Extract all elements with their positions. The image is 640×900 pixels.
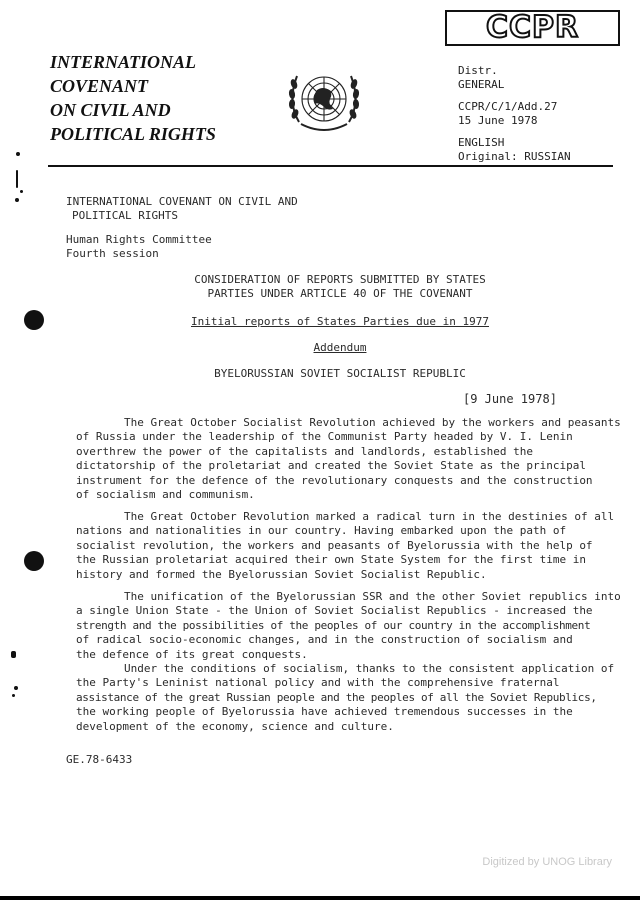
page-bottom-edge	[0, 896, 640, 900]
paragraph	[76, 510, 615, 582]
covenant-title	[50, 50, 260, 146]
margin-mark	[14, 686, 18, 690]
paragraph	[76, 590, 621, 662]
covenant-title-line: POLITICAL RIGHTS	[50, 124, 216, 144]
margin-mark	[15, 198, 19, 202]
paragraph-line: Under the conditions of socialism, thanks to the consistent application of	[124, 662, 615, 675]
addendum-text: Addendum	[313, 341, 367, 354]
initial-reports-heading	[140, 315, 540, 329]
paragraph-line: the Party's Leninist national policy and with the comprehensive fraternal	[76, 676, 560, 690]
covenant-title-line: ON CIVIL AND	[50, 100, 171, 120]
punch-hole	[24, 310, 44, 330]
ccpr-logo-text: CCPR	[485, 10, 580, 45]
paragraph-line: the working people of Byelorussia have achieved tremendous successes in the	[76, 705, 573, 719]
received-date: [9 June 1978]	[463, 392, 557, 406]
covenant-name-line: INTERNATIONAL COVENANT ON CIVIL AND	[66, 195, 298, 208]
paragraph-line: of Russia under the leadership of the Communist Party headed by V. I. Lenin	[76, 430, 573, 444]
committee-name: Human Rights Committee	[66, 233, 212, 246]
covenant-title-line: INTERNATIONAL	[50, 52, 197, 72]
paragraph	[76, 416, 621, 502]
paragraph-line: the Russian proletariat acquired their own State System for the first time in	[76, 553, 586, 567]
consideration-heading-line: CONSIDERATION OF REPORTS SUBMITTED BY STATES	[194, 273, 486, 286]
consideration-heading	[140, 273, 540, 301]
document-number: GE.78-6433	[66, 753, 133, 766]
distribution-label: Distr.	[458, 64, 498, 77]
digitization-credit: Digitized by UNOG Library	[482, 856, 612, 868]
paragraph-line: assistance of the great Russian people and the peoples of all the Soviet Republics,	[76, 690, 597, 704]
paragraph-line: The Great October Revolution marked a radical turn in the destinies of all	[124, 510, 615, 523]
document-language: ENGLISH	[458, 136, 505, 149]
paragraph-line: dictatorship of the proletariat and created the Soviet State as the principal	[76, 459, 586, 473]
paragraph-line: The unification of the Byelorussian SSR and the other Soviet republics into	[124, 590, 621, 603]
paragraph-line: development of the economy, science and culture.	[76, 719, 394, 733]
paragraph-line: a single Union State - the Union of Soviet Socialist Republics - increased the	[76, 604, 593, 618]
punch-hole	[24, 551, 44, 571]
distribution-block	[458, 64, 571, 164]
ccpr-logo	[445, 10, 620, 46]
paragraph	[76, 662, 615, 734]
header-divider	[48, 165, 613, 167]
margin-mark	[16, 170, 18, 188]
margin-mark	[20, 190, 23, 193]
initial-reports-text: Initial reports of States Parties due in 1977	[190, 315, 489, 328]
original-language: Original: RUSSIAN	[458, 150, 571, 163]
paragraph-line: The Great October Socialist Revolution achieved by the workers and peasants	[124, 416, 621, 429]
paragraph-line: instrument for the defence of the revolutionary conquests and the construction	[76, 473, 593, 487]
un-emblem-icon	[281, 62, 367, 140]
paragraph-line: the defence of its great conquests.	[76, 647, 308, 661]
distribution-type: GENERAL	[458, 78, 505, 91]
document-symbol: CCPR/C/1/Add.27	[458, 100, 558, 113]
paragraph-line: nations and nationalities in our country. Having embarked upon the path of	[76, 524, 567, 538]
addendum-heading	[140, 341, 540, 355]
covenant-name-line: POLITICAL RIGHTS	[72, 209, 178, 222]
paragraph-line: of radical socio-economic changes, and in the construction of socialism and	[76, 633, 573, 647]
consideration-heading-line: PARTIES UNDER ARTICLE 40 OF THE COVENANT	[207, 287, 473, 300]
margin-mark	[11, 651, 16, 658]
paragraph-line: socialist revolution, the workers and peasants of Byelorussia with the help of	[76, 538, 593, 552]
paragraph-line: strength and the possibilities of the peoples of our country in the accomplishment	[76, 618, 591, 632]
committee-block	[66, 195, 298, 261]
margin-mark	[12, 694, 15, 697]
paragraph-line: of socialism and communism.	[76, 488, 255, 502]
covenant-title-line: COVENANT	[50, 76, 149, 96]
paragraph-line: overthrew the power of the capitalists and landlords, established the	[76, 444, 533, 458]
paragraph-line: history and formed the Byelorussian Soviet Socialist Republic.	[76, 567, 487, 581]
document-date: 15 June 1978	[458, 114, 538, 127]
margin-mark	[16, 152, 20, 156]
session-name: Fourth session	[66, 247, 159, 260]
state-party-heading: BYELORUSSIAN SOVIET SOCIALIST REPUBLIC	[214, 367, 466, 380]
